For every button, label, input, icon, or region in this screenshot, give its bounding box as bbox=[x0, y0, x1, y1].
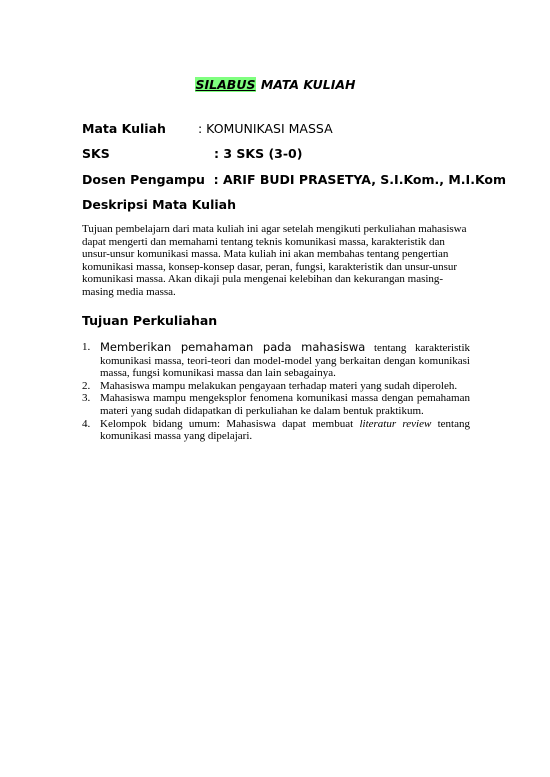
dosen-value: : ARIF BUDI PRASETYA, S.I.Kom., M.I.Kom bbox=[213, 172, 507, 187]
tujuan-item-text: tentang karakteristik komunikasi massa, teori-teori dan model-model yang berkaitan dengan komunikasi massa, fungsi komunikasi massa dan lain sebagainya. bbox=[100, 342, 471, 380]
list-number: 2. bbox=[82, 379, 91, 392]
tujuan-item-3 bbox=[82, 392, 470, 417]
tujuan-item-1 bbox=[82, 341, 470, 380]
tujuan-item-text: Mahasiswa mampu melakukan pengayaan terhadap materi yang sudah diperoleh. bbox=[100, 379, 458, 392]
tujuan-item-2 bbox=[82, 380, 470, 393]
list-number: 3. bbox=[82, 392, 91, 405]
tujuan-item-lead: Memberikan pemahaman pada mahasiswa bbox=[100, 340, 366, 354]
sks-row bbox=[82, 146, 302, 161]
mata-kuliah-value: : KOMUNIKASI MASSA bbox=[198, 121, 333, 136]
list-number: 1. bbox=[82, 341, 91, 353]
title-highlight: SILABUS bbox=[195, 77, 256, 92]
mata-kuliah-label: Mata Kuliah bbox=[82, 121, 166, 136]
tujuan-item-italic: literatur review bbox=[359, 417, 432, 430]
tujuan-item-text: Mahasiswa mampu mengeksplor fenomena komunikasi massa dengan pemahaman materi yang sudah didapatkan di perkuliahan ke dalam bentuk praktikum. bbox=[100, 392, 470, 417]
sks-value: : 3 SKS (3-0) bbox=[214, 146, 303, 161]
deskripsi-paragraph: Tujuan pembelajarn dari mata kuliah ini agar setelah mengikuti perkuliahan mahasiswa dapat mengerti dan memahami tentang teknis komunikasi massa, karakteristik dan unsur-unsur komunikasi massa. Mata kuliah ini akan membahas tentang pengertian komunikasi massa, konsep-konsep dasar, peran, fungsi, karakteristik dan unsur-unsur komunikasi massa. Akan dikaji pula mengenai kelebihan dan kekurangan masing-masing media massa. bbox=[82, 223, 467, 298]
tujuan-item-tail: tentang komunikasi massa yang dipelajari. bbox=[100, 417, 470, 443]
dosen-row bbox=[82, 172, 506, 187]
document-title bbox=[0, 77, 550, 92]
title-rest: MATA KULIAH bbox=[260, 77, 356, 92]
dosen-label: Dosen Pengampu bbox=[82, 172, 205, 187]
tujuan-item-text: Kelompok bidang umum: Mahasiswa dapat membuat bbox=[100, 417, 360, 430]
tujuan-item-4 bbox=[82, 418, 470, 443]
tujuan-heading: Tujuan Perkuliahan bbox=[82, 313, 218, 328]
tujuan-list bbox=[82, 341, 470, 443]
list-number: 4. bbox=[82, 417, 91, 430]
mata-kuliah-row bbox=[82, 121, 333, 136]
sks-label: SKS bbox=[82, 146, 110, 161]
deskripsi-heading: Deskripsi Mata Kuliah bbox=[82, 197, 236, 212]
